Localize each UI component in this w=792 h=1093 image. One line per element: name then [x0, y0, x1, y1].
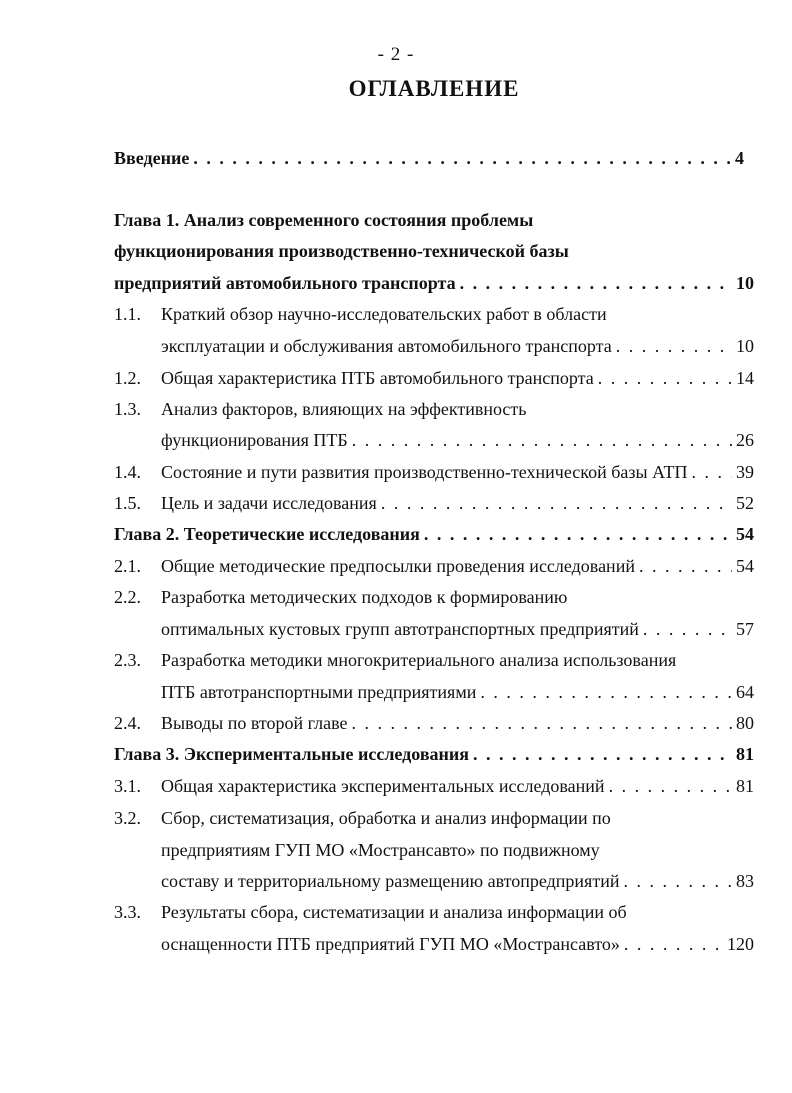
- leader-dots: [609, 773, 732, 799]
- toc-entry-text: Цель и задачи исследования: [161, 493, 377, 513]
- toc-section-3-1: [161, 773, 754, 799]
- toc-entry-text: Введение: [114, 148, 190, 168]
- toc-section-1-1-line1: [161, 301, 754, 327]
- toc-entry-text: Разработка методических подходов к формированию: [161, 587, 568, 607]
- toc-section-2-1: [161, 553, 754, 579]
- toc-section-3-3-line1: [161, 899, 754, 925]
- toc-entry-text: оснащенности ПТБ предприятий ГУП МО «Мострансавто»: [161, 934, 620, 954]
- toc-section-1-4: [161, 459, 754, 485]
- leader-dots: [351, 710, 732, 736]
- toc-entry-text: ПТБ автотранспортными предприятиями: [161, 682, 477, 702]
- toc-entry-text: Разработка методики многокритериального анализа использования: [161, 650, 677, 670]
- toc-entry-page: 81: [736, 744, 754, 764]
- toc-entry-page: 54: [736, 524, 754, 544]
- toc-entry-text: предприятиям ГУП МО «Мострансавто» по подвижному: [161, 840, 600, 860]
- leader-dots: [639, 553, 732, 579]
- toc-entry-text: функционирования ПТБ: [161, 430, 348, 450]
- toc-section-number: 3.3.: [114, 902, 141, 922]
- leader-dots: [460, 270, 732, 296]
- toc-entry-text: составу и территориальному размещению автопредприятий: [161, 871, 620, 891]
- page-title: ОГЛАВЛЕНИЕ: [348, 76, 520, 101]
- toc-chapter1-line1: [114, 207, 754, 233]
- toc-entry-page: 83: [736, 871, 754, 891]
- toc-entry-page: 57: [736, 619, 754, 639]
- toc-entry-text: Глава 3. Экспериментальные исследования: [114, 744, 470, 764]
- toc-section-1-1-line2: [161, 333, 754, 359]
- toc-entry-text: функционирования производственно-технической базы: [114, 241, 569, 261]
- toc-entry-page: 10: [736, 273, 754, 293]
- leader-dots: [381, 490, 732, 516]
- toc-section-2-3-line2: [161, 679, 754, 705]
- toc-entry-text: Состояние и пути развития производственно-технической базы АТП: [161, 462, 688, 482]
- toc-section-number: 1.5.: [114, 493, 141, 513]
- leader-dots: [692, 459, 732, 485]
- toc-entry-text: Краткий обзор научно-исследовательских работ в области: [161, 304, 607, 324]
- toc-chapter2: [114, 521, 754, 547]
- leader-dots: [643, 616, 732, 642]
- toc-entry-page: 39: [736, 462, 754, 482]
- toc-entry-page: 54: [736, 556, 754, 576]
- toc-entry-text: Анализ факторов, влияющих на эффективность: [161, 399, 527, 419]
- toc-entry-text: Результаты сбора, систематизации и анализа информации об: [161, 902, 627, 922]
- leader-dots: [616, 333, 732, 359]
- toc-section-number: 1.3.: [114, 399, 141, 419]
- page-number: - 2 -: [377, 44, 415, 65]
- toc-section-number: 2.2.: [114, 587, 141, 607]
- toc-section-2-2-line2: [161, 616, 754, 642]
- toc-section-1-2: [161, 365, 754, 391]
- toc-section-3-3-line2: [161, 931, 754, 957]
- toc-entry-page: 64: [736, 682, 754, 702]
- toc-entry-page: 26: [736, 430, 754, 450]
- leader-dots: [480, 679, 732, 705]
- toc-section-number: 1.4.: [114, 462, 141, 482]
- leader-dots: [473, 741, 732, 767]
- toc-section-number: 3.1.: [114, 776, 141, 796]
- leader-dots: [598, 365, 732, 391]
- toc-entry-text: Глава 1. Анализ современного состояния проблемы: [114, 210, 534, 230]
- toc-section-2-4: [161, 710, 754, 736]
- toc-entry-page: 120: [727, 934, 754, 954]
- toc-section-3-2-line1: [161, 805, 754, 831]
- toc-section-number: 1.2.: [114, 368, 141, 388]
- leader-dots: [352, 427, 732, 453]
- toc-entry-text: оптимальных кустовых групп автотранспортных предприятий: [161, 619, 639, 639]
- toc-entry-text: Общая характеристика экспериментальных исследований: [161, 776, 605, 796]
- toc-section-number: 2.3.: [114, 650, 141, 670]
- toc-entry-intro: [114, 145, 744, 171]
- toc-chapter1-line2: [114, 238, 754, 264]
- toc-section-3-2-line3: [161, 868, 754, 894]
- toc-section-2-2-line1: [161, 584, 754, 610]
- toc-entry-text: Выводы по второй главе: [161, 713, 348, 733]
- toc-section-number: 2.4.: [114, 713, 141, 733]
- leader-dots: [623, 868, 732, 894]
- toc-section-number: 2.1.: [114, 556, 141, 576]
- toc-entry-text: Общая характеристика ПТБ автомобильного транспорта: [161, 368, 594, 388]
- leader-dots: [624, 931, 723, 957]
- toc-section-1-3-line1: [161, 396, 754, 422]
- toc-entry-text: Сбор, систематизация, обработка и анализ информации по: [161, 808, 611, 828]
- toc-entry-page: 52: [736, 493, 754, 513]
- toc-entry-page: 14: [736, 368, 754, 388]
- toc-entry-text: Глава 2. Теоретические исследования: [114, 524, 420, 544]
- toc-entry-page: 81: [736, 776, 754, 796]
- toc-chapter3: [114, 741, 754, 767]
- toc-entry-page: 80: [736, 713, 754, 733]
- toc-entry-text: предприятий автомобильного транспорта: [114, 273, 456, 293]
- toc-section-1-5: [161, 490, 754, 516]
- toc-entry-text: Общие методические предпосылки проведения исследований: [161, 556, 635, 576]
- toc-entry-text: эксплуатации и обслуживания автомобильного транспорта: [161, 336, 612, 356]
- toc-section-3-2-line2: [161, 837, 754, 863]
- toc-entry-page: 10: [736, 336, 754, 356]
- toc-entry-page: 4: [735, 148, 744, 168]
- toc-chapter1-line3: [114, 270, 754, 296]
- leader-dots: [193, 145, 731, 171]
- toc-section-number: 1.1.: [114, 304, 141, 324]
- toc-section-2-3-line1: [161, 647, 754, 673]
- toc-section-number: 3.2.: [114, 808, 141, 828]
- leader-dots: [424, 521, 732, 547]
- toc-section-1-3-line2: [161, 427, 754, 453]
